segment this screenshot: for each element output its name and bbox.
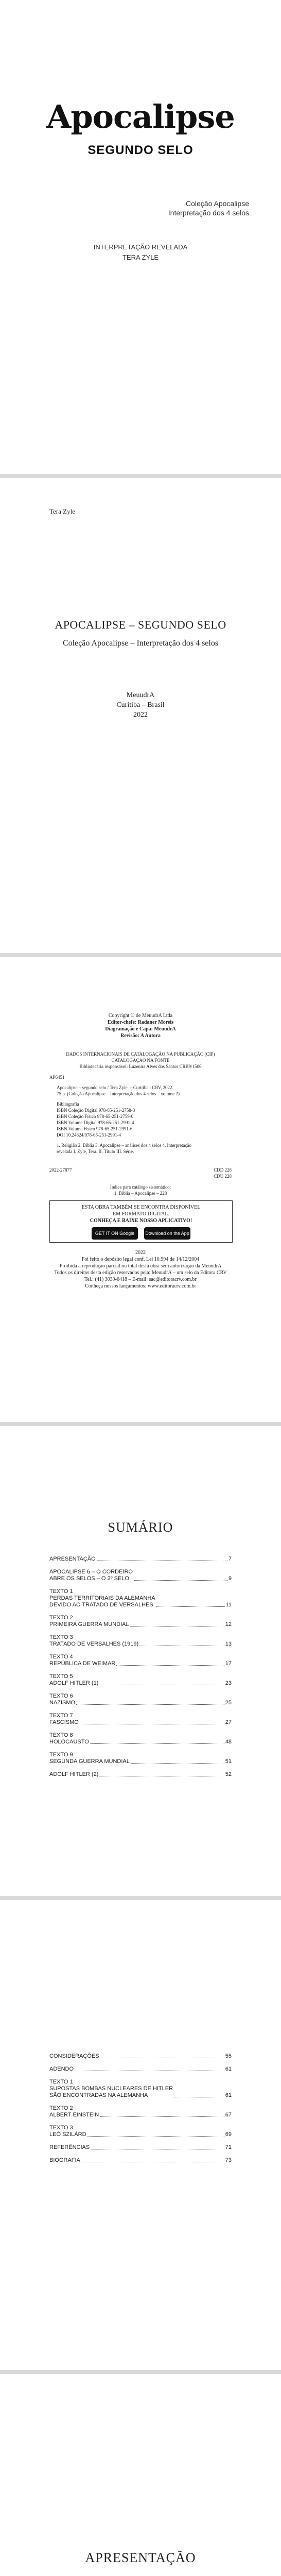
- toc-entry-title: CONSIDERAÇÕES: [49, 2053, 99, 2059]
- toc-entry-page: 48: [225, 1739, 232, 1745]
- toc-list: [49, 1556, 232, 1784]
- toc-entry-page: 13: [225, 1641, 232, 1647]
- app-store-badge[interactable]: Download on the App Store: [144, 1227, 190, 1240]
- toc-entry-page: 9: [228, 1575, 232, 1582]
- toc-entry[interactable]: [49, 2125, 232, 2138]
- toc-leader-dots: [134, 1580, 227, 1581]
- toc-entry-title: ADENDO: [49, 2066, 74, 2072]
- interpretation-label: INTERPRETAÇÃO REVELADA: [93, 243, 188, 251]
- toc-leader-dots: [100, 2116, 224, 2117]
- apresentacao-title: APRESENTAÇÃO: [85, 2550, 196, 2565]
- toc-leader-dots: [156, 1606, 225, 1607]
- toc-entry-page: 7: [228, 1556, 232, 1562]
- toc-entry[interactable]: [49, 2053, 232, 2060]
- legal-block: 2022 Foi feito o depósito legal conf. Lei 10.994 de 14/12/2004 Proibida a reprodução parcial ou total desta obra sem autorização da MeuudrA Todos os direitos desta edição reservados pela: MeuudrA – um selo da Editora CRV Tel.: (41) 3039-6418 – E-mail: sac@editoracrv.com.br Conheça nossos lançamentos: www.editoracrv.com.br: [54, 1250, 227, 1289]
- toc-entry-page: 67: [225, 2112, 232, 2118]
- page-separator: [0, 2370, 281, 2374]
- cdd-block: CDD 228 CDU 228: [214, 1167, 232, 1179]
- toc-entry-title: TEXTO 8 HOLOCAUSTO: [49, 1732, 89, 1745]
- cip-code: AP6451: [49, 1075, 65, 1080]
- cip-header: DADOS INTERNACIONAIS DE CATALOGAÇÃO NA PUBLICAÇÃO (CIP) CATALOGAÇÃO NA FONTE Bibliotecária responsável: Luzenira Alves dos Santos CRB9/1506: [66, 1052, 215, 1069]
- title-page-subtitle: Coleção Apocalipse – Interpretação dos 4 selos: [62, 639, 219, 648]
- toc-entry-title: APRESENTAÇÃO: [49, 1556, 96, 1562]
- cover-author: TERA ZYLE: [122, 253, 159, 261]
- page-separator: [0, 474, 281, 478]
- digital-edition-box: ESTA OBRA TAMBÉM SE ENCONTRA DISPONÍVEL EM FORMATO DIGITAL. CONHEÇA E BAIXE NOSSO APLICATIVO! GET IT ON Google Play Download on the App Store: [49, 1200, 233, 1243]
- toc-entry-title: TEXTO 3 LEÓ SZILÁRD: [49, 2125, 86, 2138]
- toc-leader-dots: [90, 1743, 224, 1744]
- toc-entry-page: 11: [225, 1602, 232, 1608]
- toc-entry[interactable]: [49, 1615, 232, 1628]
- toc-entry-title: TEXTO 4 REPÚBLICA DE WEIMAR: [49, 1654, 116, 1667]
- toc-entry-page: 55: [225, 2053, 232, 2059]
- toc-entry-title: APOCALIPSE 6 – O CORDEIRO ABRE OS SELOS – O 2º SELO: [49, 1569, 133, 1582]
- credits-header: Copyright © de MeuudrA Ltda Editor-chefe: Radaner Moreis Diagramação e Capa: MeuudrA Revisão: A Autora: [105, 1013, 176, 1039]
- toc-leader-dots: [116, 1665, 224, 1666]
- toc-entry-page: 71: [225, 2144, 232, 2150]
- toc-entry[interactable]: [49, 1693, 232, 1706]
- toc-entry-page: 73: [225, 2157, 232, 2163]
- toc-entry-title: BIOGRAFIA: [49, 2157, 80, 2163]
- toc-entry[interactable]: [49, 1634, 232, 1648]
- title-page-author: Tera Zyle: [49, 507, 75, 515]
- toc-entry-title: TEXTO 2 PRIMEIRA GUERRA MUNDIAL: [49, 1615, 129, 1628]
- store-badges: [50, 1227, 232, 1250]
- toc-entry-page: 69: [225, 2131, 232, 2138]
- class-year: 2022-27877: [49, 1167, 72, 1173]
- toc-entry-title: TEXTO 3 TRATADO DE VERSALHES (1919): [49, 1634, 139, 1647]
- toc-entry[interactable]: [49, 2105, 232, 2119]
- toc-entry[interactable]: [49, 2079, 232, 2099]
- toc-entry-title: TEXTO 1 PERDAS TERRITORIAIS DA ALEMANHA DEVIDO AO TRATADO DE VERSALHES: [49, 1588, 155, 1608]
- toc-title: SUMÁRIO: [108, 1520, 173, 1535]
- toc-entry[interactable]: [49, 1732, 232, 1745]
- cover-subtitle: SEGUNDO SELO: [87, 143, 194, 157]
- toc-entry[interactable]: [49, 2066, 232, 2073]
- toc-entry[interactable]: [49, 1771, 232, 1778]
- toc-entry-title: TEXTO 2 ALBERT EINSTEIN: [49, 2105, 99, 2118]
- toc-entry-page: 61: [225, 2066, 232, 2072]
- toc-entry[interactable]: [49, 1752, 232, 1765]
- toc-list-continued: [49, 2053, 232, 2170]
- toc-entry-page: 17: [225, 1660, 232, 1667]
- google-play-badge[interactable]: GET IT ON Google Play: [92, 1227, 138, 1240]
- toc-entry-title: TEXTO 7 FASCISMO: [49, 1713, 79, 1725]
- title-page: [0, 478, 281, 993]
- toc-leader-dots: [131, 1763, 224, 1764]
- toc-entry[interactable]: [49, 1673, 232, 1687]
- toc-entry-title: TEXTO 9 SEGUNDA GUERRA MUNDIAL: [49, 1752, 130, 1765]
- page-separator: [0, 953, 281, 957]
- toc-entry-title: ADOLF HITLER (2): [49, 1771, 99, 1777]
- toc-leader-dots: [87, 2136, 224, 2137]
- toc-entry-page: 51: [225, 1758, 232, 1765]
- toc-leader-dots: [76, 1704, 224, 1705]
- toc-entry[interactable]: [49, 1588, 232, 1608]
- toc-entry[interactable]: [49, 1556, 232, 1563]
- publisher-block: MeuudrA Curitiba – Brasil 2022: [116, 691, 165, 719]
- toc-entry-title: TEXTO 6 NAZISMO: [49, 1693, 76, 1706]
- page-separator: [0, 1896, 281, 1900]
- title-page-title: APOCALIPSE – SEGUNDO SELO: [55, 618, 226, 631]
- toc-entry-page: 25: [225, 1700, 232, 1706]
- toc-entry[interactable]: [49, 1654, 232, 1667]
- index-block: Índice para catálogo sistemático: 1. Bíblia – Apocalipse – 228: [110, 1184, 171, 1196]
- toc-entry-page: 12: [225, 1621, 232, 1628]
- toc-entry[interactable]: [49, 2144, 232, 2151]
- collection-info: Coleção Apocalipse Interpretação dos 4 selos: [168, 199, 249, 217]
- cover-title: Apocalipse: [46, 98, 235, 135]
- toc-entry-title: REFERÊNCIAS: [49, 2144, 90, 2150]
- toc-entry-title: TEXTO 5 ADOLF HITLER (1): [49, 1673, 99, 1686]
- cover-page: [0, 0, 281, 268]
- toc-entry-page: 23: [225, 1680, 232, 1686]
- toc-entry-page: 52: [225, 1771, 232, 1777]
- cip-description: Apocalipse – segundo selo / Tera Zyle. – Curitiba : CRV, 2022. 75 p. (Coleção Apocalipse – Interpretação dos 4 selos – volume 2). Bibliografia ISBN Coleção Digital 978-65-251-2758-3 ISBN Coleção Físico 978-65-251-2759-0 ISBN Volume Digital 978-65-251-2991-4 ISBN Volume Físico 978-65-251-2991-6 DOI 10.24824/978-65-251-2991-4 1. Religião 2. Bíblia 3. Apocalipse – análises dos 4 selos 4. Interpretação revelada I. Zyle, Tera. II. Título III. Série.: [57, 1085, 191, 1154]
- toc-entry-page: 27: [225, 1719, 232, 1725]
- toc-entry-page: 61: [225, 2092, 232, 2098]
- toc-entry[interactable]: [49, 2157, 232, 2164]
- toc-entry-title: TEXTO 1 SUPOSTAS BOMBAS NUCLEARES DE HITLER SÃO ENCONTRADAS NA ALEMANHA: [49, 2079, 173, 2098]
- toc-entry[interactable]: [49, 1569, 232, 1582]
- page-separator: [0, 1422, 281, 1426]
- toc-entry[interactable]: [49, 1713, 232, 1726]
